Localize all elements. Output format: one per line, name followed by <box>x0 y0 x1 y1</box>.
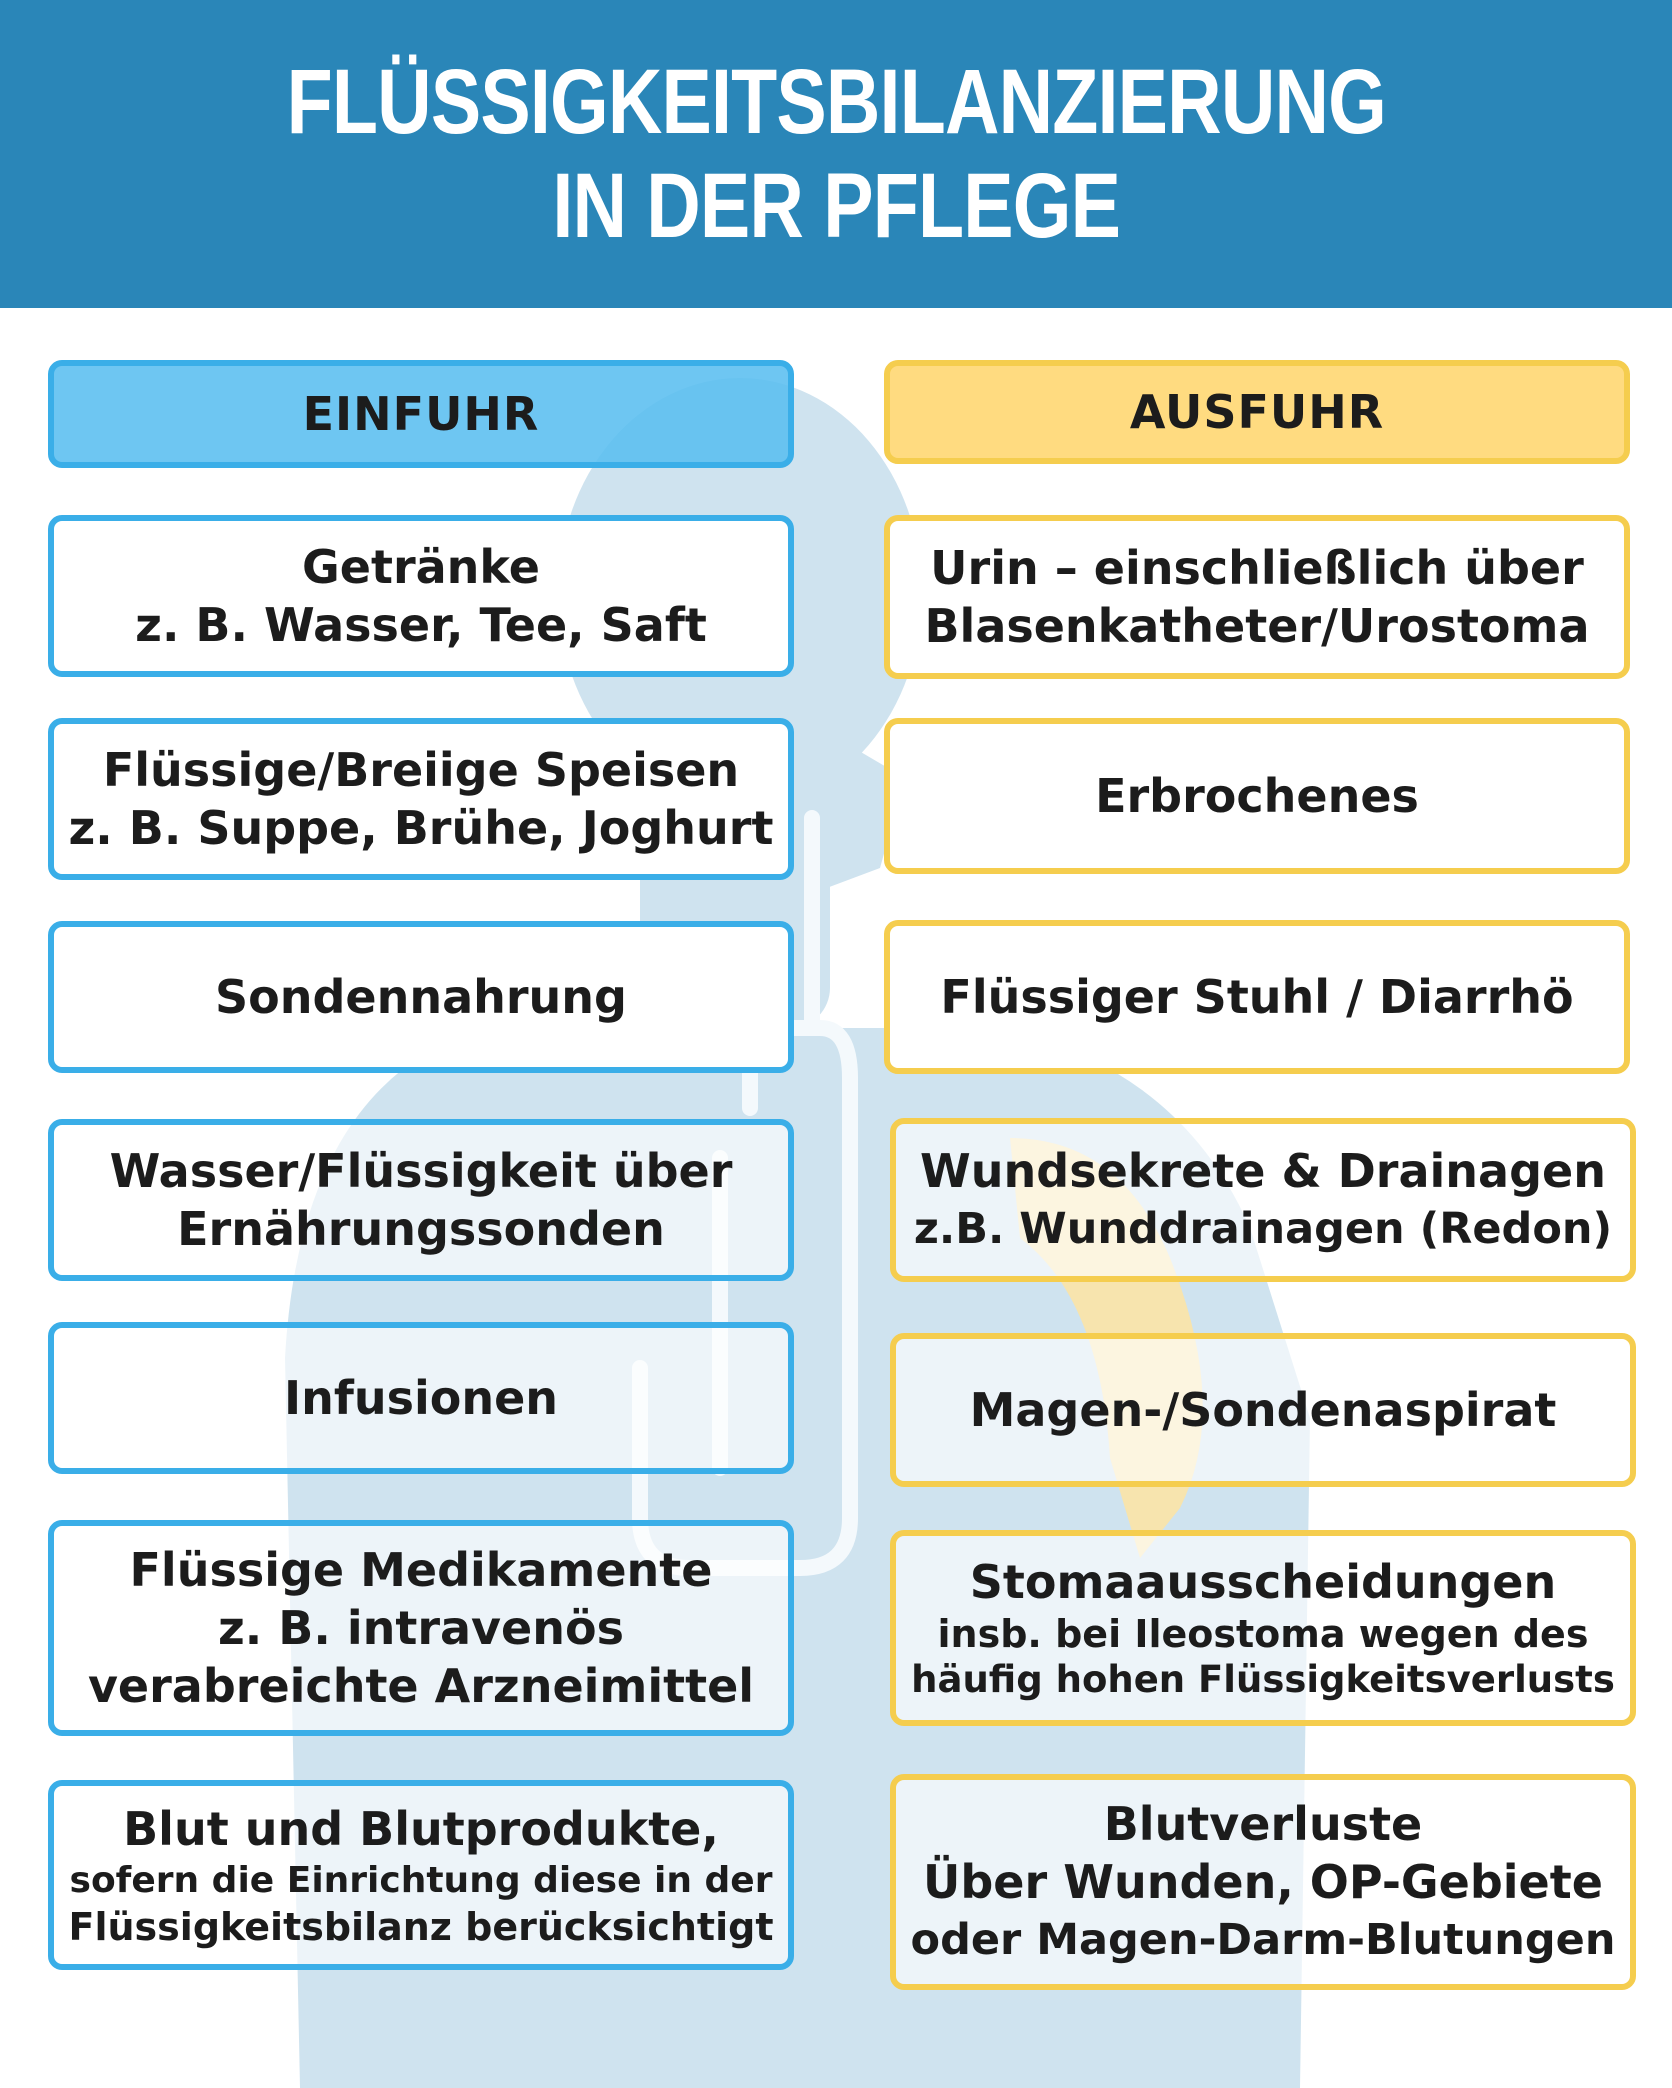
einfuhr-header <box>48 360 794 468</box>
einfuhr-item-blut <box>48 1780 794 1970</box>
item-note: insb. bei Ileostoma wegen des <box>937 1612 1589 1656</box>
ausfuhr-item-stuhl <box>884 920 1630 1074</box>
einfuhr-item-getraenke <box>48 515 794 677</box>
item-example: z.B. Wunddrainagen (Redon) <box>913 1204 1613 1254</box>
item-example: Blasenkatheter/Urostoma <box>924 599 1590 653</box>
title-banner <box>0 0 1672 308</box>
ausfuhr-header <box>884 360 1630 464</box>
item-title: Urin – einschließlich über <box>930 541 1584 595</box>
item-title: Magen-/Sondenaspirat <box>969 1383 1557 1437</box>
item-title: Getränke <box>302 540 540 594</box>
item-title: Flüssiger Stuhl / Diarrhö <box>940 970 1574 1024</box>
item-title: Sondennahrung <box>214 970 627 1024</box>
ausfuhr-item-erbrochenes <box>884 718 1630 874</box>
einfuhr-item-speisen <box>48 718 794 880</box>
page-title-line-1: FLÜSSIGKEITSBILANZIERUNG <box>286 51 1386 153</box>
einfuhr-item-sondennahrung <box>48 921 794 1073</box>
ausfuhr-item-stoma <box>890 1530 1636 1726</box>
ausfuhr-item-wundsekrete <box>890 1118 1636 1282</box>
ausfuhr-header-label: AUSFUHR <box>1129 385 1385 439</box>
item-title: Blut und Blutprodukte, <box>123 1802 719 1856</box>
ausfuhr-item-aspirat <box>890 1333 1636 1487</box>
item-title: Wundsekrete & Drainagen <box>920 1144 1606 1198</box>
item-title: Flüssige Medikamente <box>129 1543 713 1597</box>
einfuhr-item-infusionen <box>48 1322 794 1474</box>
item-example: z. B. intravenös <box>218 1601 624 1655</box>
item-note-2: Flüssigkeitsbilanz berücksichtigt <box>68 1905 774 1949</box>
item-title: Wasser/Flüssigkeit über <box>109 1144 733 1198</box>
ausfuhr-item-blutverluste <box>890 1774 1636 1990</box>
item-title: Stomaausscheidungen <box>969 1555 1557 1609</box>
einfuhr-header-label: EINFUHR <box>302 387 540 441</box>
item-example-2: oder Magen-Darm-Blutungen <box>910 1915 1616 1965</box>
item-title: Erbrochenes <box>1095 769 1419 823</box>
item-example: z. B. Wasser, Tee, Saft <box>135 598 707 652</box>
item-note-2: häufig hohen Flüssigkeitsverlusts <box>911 1658 1615 1701</box>
item-title: Infusionen <box>283 1371 559 1425</box>
item-title: Flüssige/Breiige Speisen <box>102 743 740 797</box>
item-example-2: verabreichte Arzneimittel <box>87 1659 755 1713</box>
item-example: z. B. Suppe, Brühe, Joghurt <box>68 801 774 855</box>
page-title-line-2: IN DER PFLEGE <box>552 155 1120 257</box>
ausfuhr-item-urin <box>884 515 1630 679</box>
item-title: Blutverluste <box>1103 1797 1423 1851</box>
einfuhr-item-ernaehrungssonden <box>48 1119 794 1281</box>
einfuhr-item-medikamente <box>48 1520 794 1736</box>
item-note: sofern die Einrichtung diese in der <box>69 1860 773 1901</box>
item-example: Über Wunden, OP-Gebiete <box>923 1855 1603 1909</box>
item-example: Ernährungssonden <box>177 1202 665 1256</box>
